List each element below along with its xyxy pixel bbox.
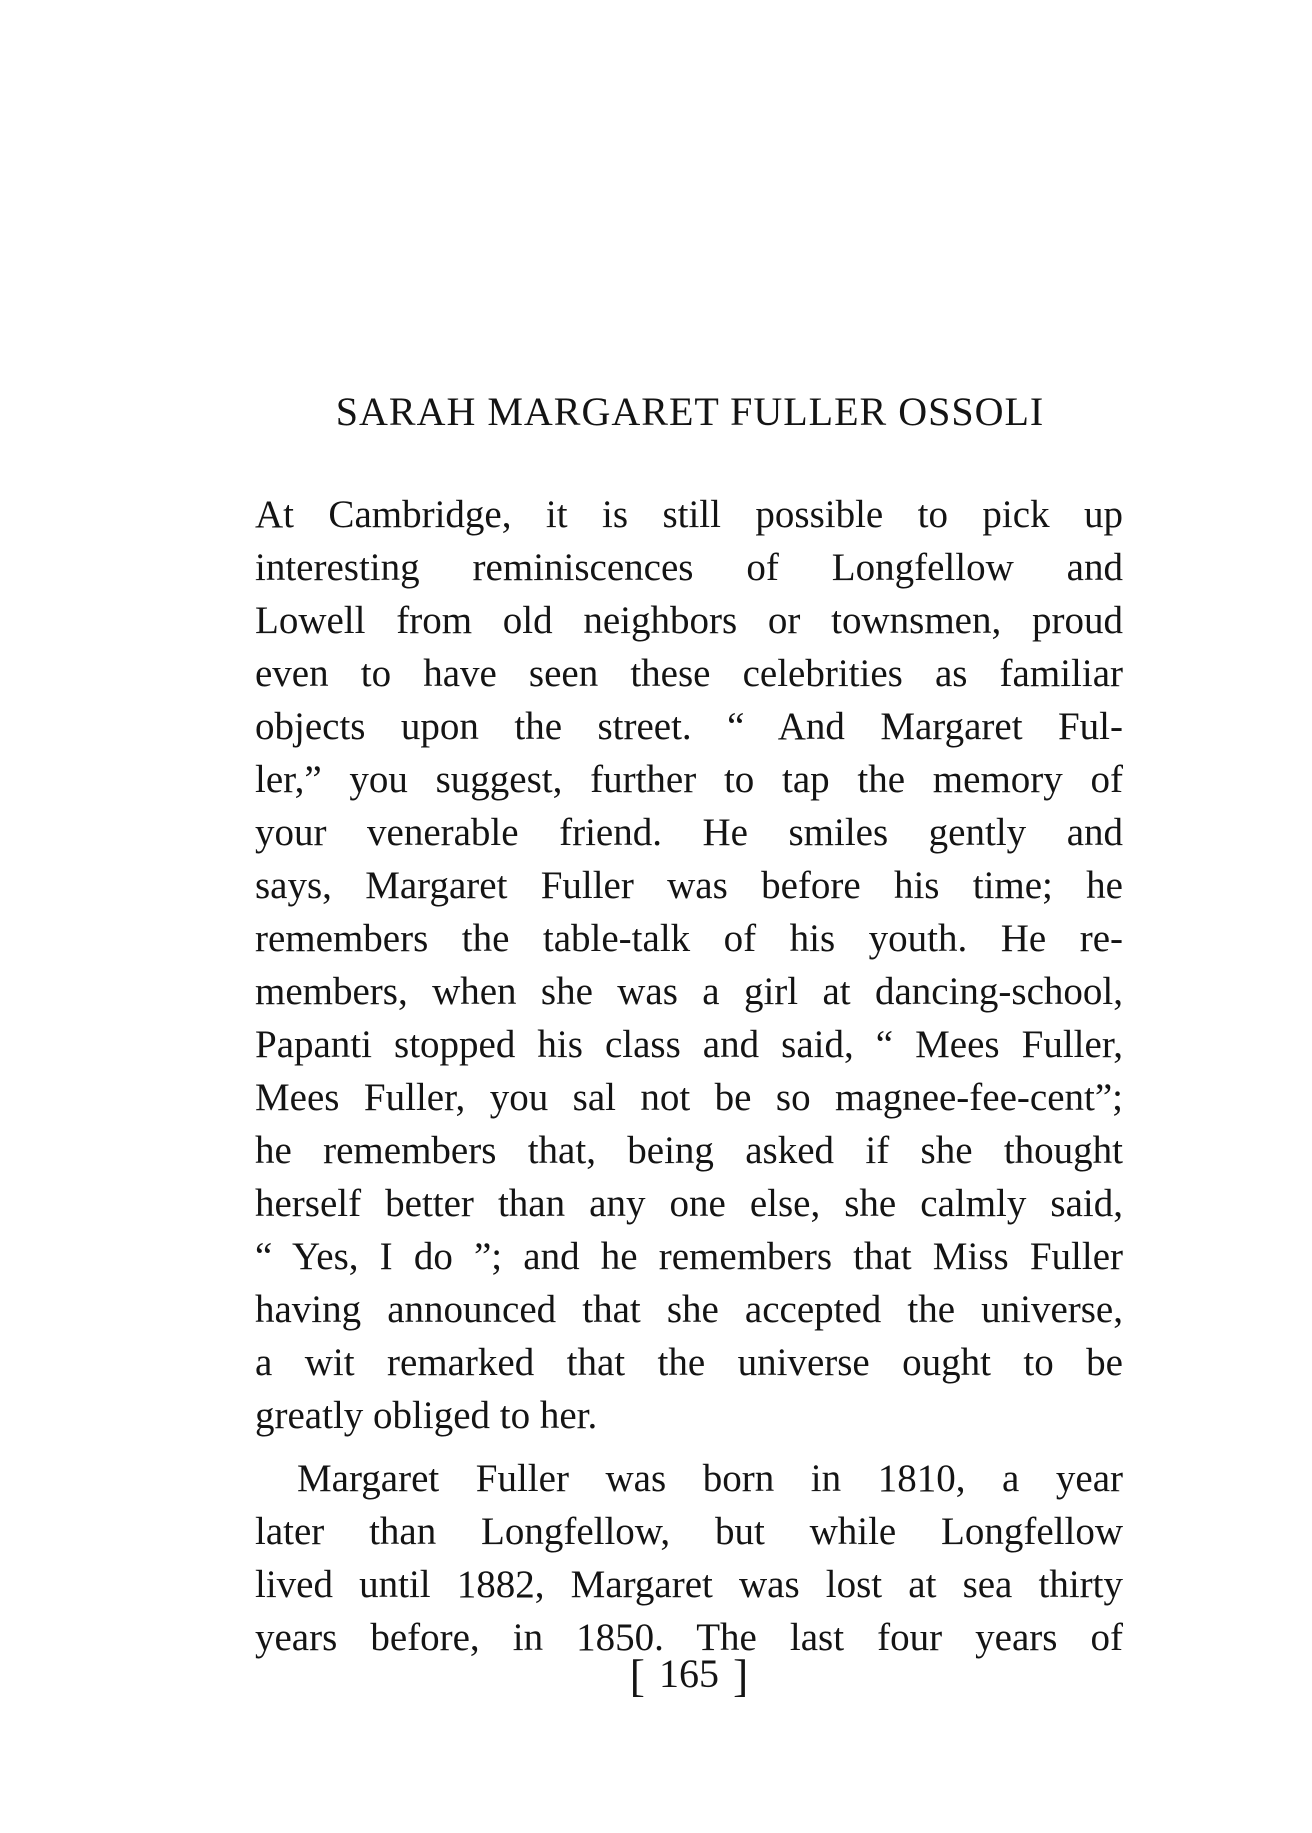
text-line: Lowell from old neighbors or townsmen, proud [255, 599, 1123, 642]
text-line: even to have seen these celebrities as familiar [255, 652, 1123, 695]
text-line: interesting reminiscences of Longfellow and [255, 546, 1123, 589]
text-line: objects upon the street. “ And Margaret Ful- [255, 705, 1123, 748]
text-line: lived until 1882, Margaret was lost at sea thirty [255, 1563, 1123, 1606]
paragraph-spacer [255, 1442, 1123, 1452]
folio-left-bracket: [ [629, 1650, 645, 1701]
folio-right-bracket: ] [733, 1650, 749, 1701]
text-line: he remembers that, being asked if she thought [255, 1129, 1123, 1172]
text-line: greatly obliged to her. [255, 1394, 598, 1437]
text-line: members, when she was a girl at dancing-school, [255, 970, 1123, 1013]
text-line: a wit remarked that the universe ought to be [255, 1341, 1123, 1384]
text-line: later than Longfellow, but while Longfellow [255, 1510, 1123, 1553]
text-line: Margaret Fuller was born in 1810, a year [297, 1457, 1123, 1500]
body-text [255, 488, 1123, 1664]
folio-number: 165 [659, 1651, 719, 1696]
text-line: having announced that she accepted the universe, [255, 1288, 1123, 1331]
text-line: Papanti stopped his class and said, “ Mees Fuller, [255, 1023, 1123, 1066]
text-line: At Cambridge, it is still possible to pick up [255, 493, 1123, 536]
running-head: SARAH MARGARET FULLER OSSOLI [335, 389, 1045, 434]
text-line: Mees Fuller, you sal not be so magnee-fee-cent”; [255, 1076, 1123, 1119]
text-line: years before, in 1850. The last four years of [255, 1616, 1123, 1659]
text-line: “ Yes, I do ”; and he remembers that Miss Fuller [255, 1235, 1123, 1278]
paragraph-2 [255, 1452, 1123, 1664]
text-line: remembers the table-talk of his youth. He re- [255, 917, 1123, 960]
text-line: says, Margaret Fuller was before his time; he [255, 864, 1123, 907]
paragraph-1 [255, 488, 1123, 1442]
text-line: ler,” you suggest, further to tap the memory of [255, 758, 1123, 801]
text-line: your venerable friend. He smiles gently and [255, 811, 1123, 854]
page-number [255, 1648, 1123, 1702]
text-line: herself better than any one else, she calmly said, [255, 1182, 1123, 1225]
